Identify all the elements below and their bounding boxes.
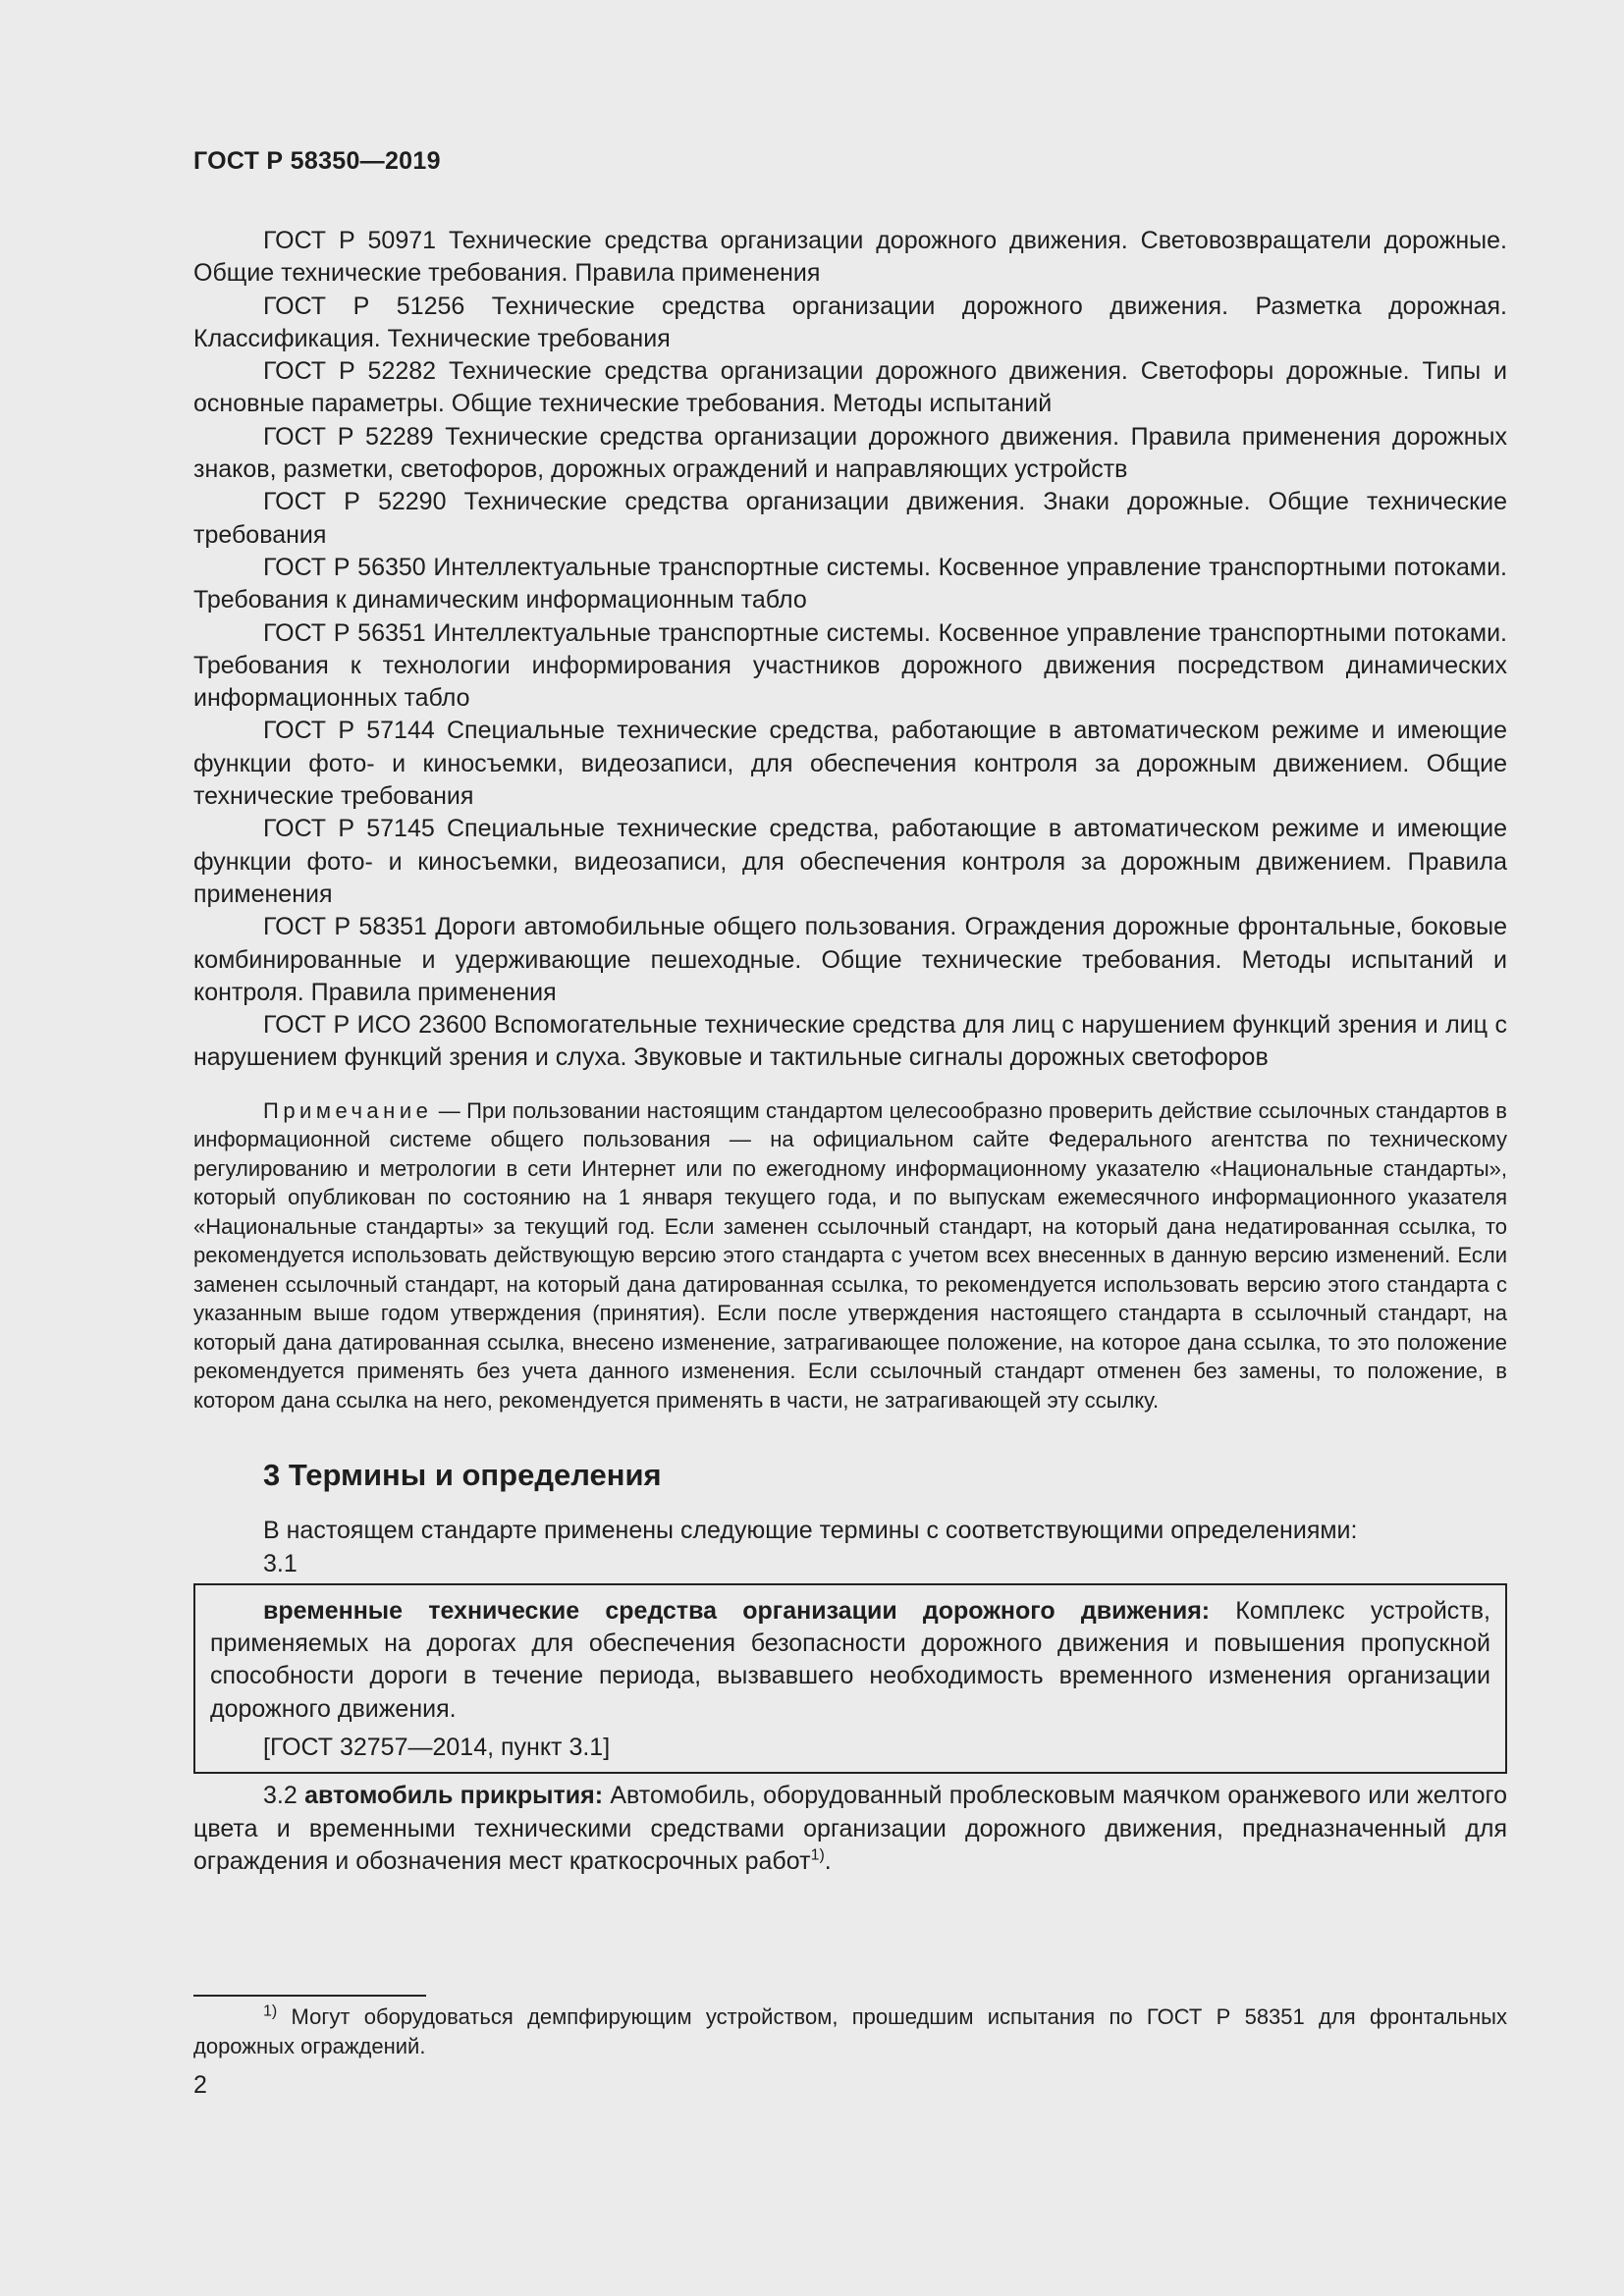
reference-item: ГОСТ Р 52290 Технические средства организации движения. Знаки дорожные. Общие технические требования — [193, 488, 1507, 549]
document-header: ГОСТ Р 58350—2019 — [193, 147, 441, 175]
reference-item: ГОСТ Р 58351 Дороги автомобильные общего пользования. Ограждения дорожные фронтальные, боковые комбинированные и удерживающие пешеходные. Общие технические требования. Методы испытаний и контроля. Правила применения — [193, 913, 1507, 1006]
reference-item: ГОСТ Р 57144 Специальные технические средства, работающие в автоматическом режиме и имеющие функции фото- и киносъемки, видеозаписи, для обеспечения контроля за дорожным движением. Общие технические требования — [193, 717, 1507, 811]
section-intro: В настоящем стандарте применены следующие термины с соответствующими определениями: — [263, 1517, 1358, 1545]
reference-item: ГОСТ Р 56351 Интеллектуальные транспортные системы. Косвенное управление транспортными потоками. Требования к технологии информирования участников дорожного движения посредством динамических информационных табло — [193, 618, 1507, 713]
reference-item: ГОСТ Р 50971 Технические средства организации дорожного движения. Световозвращатели дорожные. Общие технические требования. Правила применения — [193, 227, 1507, 288]
term-number: 3.2 — [263, 1782, 305, 1810]
page-number: 2 — [193, 2071, 207, 2099]
term-end-punctuation: . — [824, 1846, 832, 1875]
section-heading: 3 Термины и определения — [263, 1458, 662, 1493]
note-label: Примечание — [263, 1097, 433, 1123]
term-definition — [210, 1595, 1490, 1726]
footnote-separator — [193, 1995, 426, 1997]
term-definition-text: Автомобиль, оборудованный проблесковым маячком оранжевого или желтого цвета и временными техническими средствами организации дорожного движения, предназначенный для ограждения и обозначения мест краткосрочных работ — [193, 1782, 1507, 1875]
reference-item: ГОСТ Р 52282 Технические средства организации дорожного движения. Светофоры дорожные. Типы и основные параметры. Общие технические требования. Методы испытаний — [193, 357, 1507, 418]
term-name: временные технические средства организации дорожного движения: — [263, 1596, 1211, 1625]
footnote-mark: 1) — [263, 2002, 278, 2020]
footnote-text: Могут оборудоваться демпфирующим устройством, прошедшим испытания по ГОСТ Р 58351 для фронтальных дорожных ограждений. — [193, 2004, 1507, 2058]
term-definition — [193, 1780, 1507, 1878]
term-name: автомобиль прикрытия: — [304, 1782, 604, 1810]
page-content — [193, 225, 1507, 1878]
term-definition-box — [193, 1583, 1507, 1774]
reference-item: ГОСТ Р 52289 Технические средства организации дорожного движения. Правила применения дорожных знаков, разметки, светофоров, дорожных ограждений и направляющих устройств — [193, 422, 1507, 484]
reference-note — [193, 1096, 1507, 1415]
term-source: [ГОСТ 32757—2014, пункт 3.1] — [263, 1734, 611, 1761]
footnote — [193, 2002, 1507, 2060]
reference-item: ГОСТ Р 51256 Технические средства организации дорожного движения. Разметка дорожная. Классификация. Технические требования — [193, 292, 1507, 352]
reference-item: ГОСТ Р 56350 Интеллектуальные транспортные системы. Косвенное управление транспортными потоками. Требования к динамическим информационным табло — [193, 553, 1507, 614]
note-text: — При пользовании настоящим стандартом целесообразно проверить действие ссылочных стандартов в информационной системе общего пользования — на официальном сайте Федерального агентства по техническому регулированию и метрологии в сети Интернет или по ежегодному информационному указателю «Национальные стандарты», который опубликован по состоянию на 1 января текущего года, и по выпускам ежемесячного информационного указателя «Национальные стандарты» за текущий год. Если заменен ссылочный стандарт, на который дана недатированная ссылка, то рекомендуется использовать действующую версию этого стандарта с учетом всех внесенных в данную версию изменений. Если заменен ссылочный стандарт, на который дана датированная ссылка, то рекомендуется использовать версию этого стандарта с указанным выше годом утверждения (принятия). Если после утверждения настоящего стандарта в ссылочный стандарт, на который дана датированная ссылка, внесено изменение, затрагивающее положение, на которое дана ссылка, то это положение рекомендуется применять без учета данного изменения. Если ссылочный стандарт отменен без замены, то положение, в котором дана ссылка на него, рекомендуется применять в части, не затрагивающей эту ссылку. — [193, 1097, 1507, 1413]
footnote-reference[interactable]: 1) — [810, 1846, 825, 1864]
term-definition-text: Комплекс устройств, применяемых на дорогах для обеспечения безопасности дорожного движения и повышения пропускной способности дороги в течение периода, вызвавшего необходимость временного изменения организации дорожного движения. — [210, 1596, 1490, 1723]
term-number: 3.1 — [263, 1549, 298, 1577]
reference-item: ГОСТ Р ИСО 23600 Вспомогательные технические средства для лиц с нарушением функций зрения и лиц с нарушением функций зрения и слуха. Звуковые и тактильные сигналы дорожных светофоров — [193, 1011, 1507, 1072]
normative-references-list — [193, 225, 1507, 1075]
reference-item: ГОСТ Р 57145 Специальные технические средства, работающие в автоматическом режиме и имеющие функции фото- и киносъемки, видеозаписи, для обеспечения контроля за дорожным движением. Правила применения — [193, 815, 1507, 908]
